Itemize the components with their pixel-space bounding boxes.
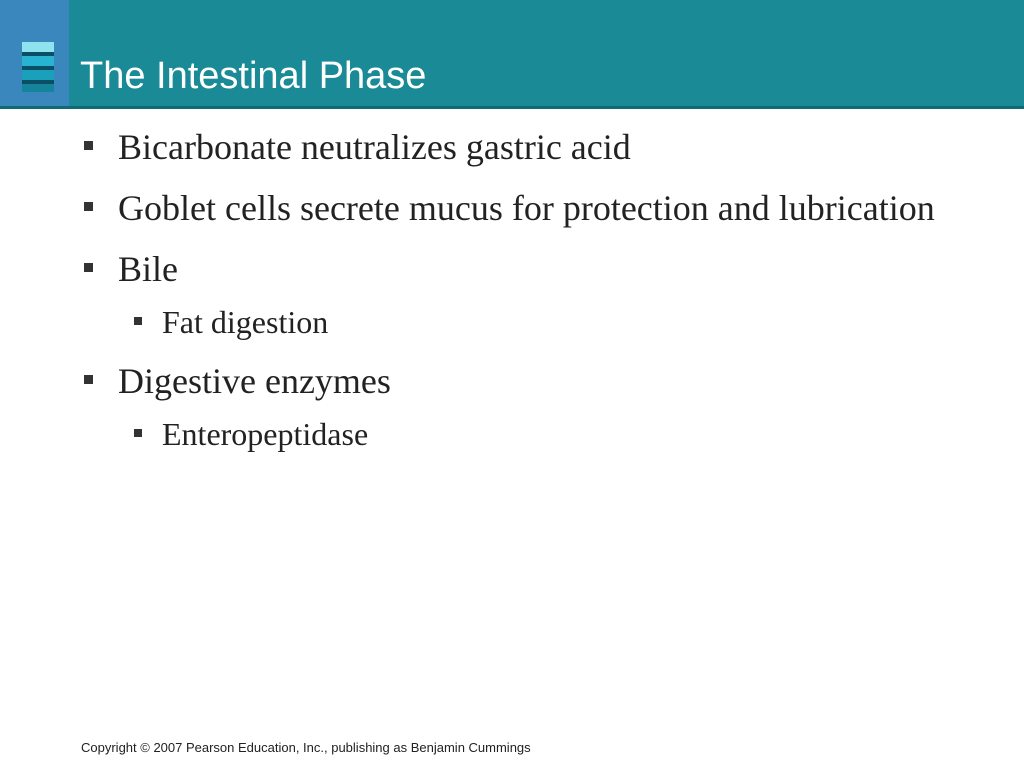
bullet-item [80,126,980,168]
bullet-text: Digestive enzymes [118,361,391,401]
bullet-text: Bicarbonate neutralizes gastric acid [118,127,631,167]
sub-bullet-item [80,303,980,341]
bullet-item [80,360,980,402]
stack-bar [22,42,54,52]
title-bar [0,0,1024,109]
square-bullet-icon [84,141,93,150]
square-bullet-icon [84,263,93,272]
sub-bullet-text: Fat digestion [162,304,329,340]
stack-bar [22,70,54,80]
sub-bullet-item [80,415,980,453]
bullet-item [80,187,980,229]
bullet-item [80,248,980,290]
square-bullet-icon [134,317,142,325]
bullet-list [80,126,980,472]
sub-bullet-text: Enteropeptidase [162,416,369,452]
stacked-bars-icon [22,42,54,92]
stack-bar [22,84,54,92]
stack-bar [22,56,54,66]
copyright-footer: Copyright © 2007 Pearson Education, Inc., publishing as Benjamin Cummings [81,740,531,755]
square-bullet-icon [84,375,93,384]
square-bullet-icon [134,429,142,437]
bullet-text: Goblet cells secrete mucus for protection and lubrication [118,188,935,228]
bullet-text: Bile [118,249,178,289]
corner-block [0,0,69,106]
square-bullet-icon [84,202,93,211]
slide-title: The Intestinal Phase [80,55,427,97]
